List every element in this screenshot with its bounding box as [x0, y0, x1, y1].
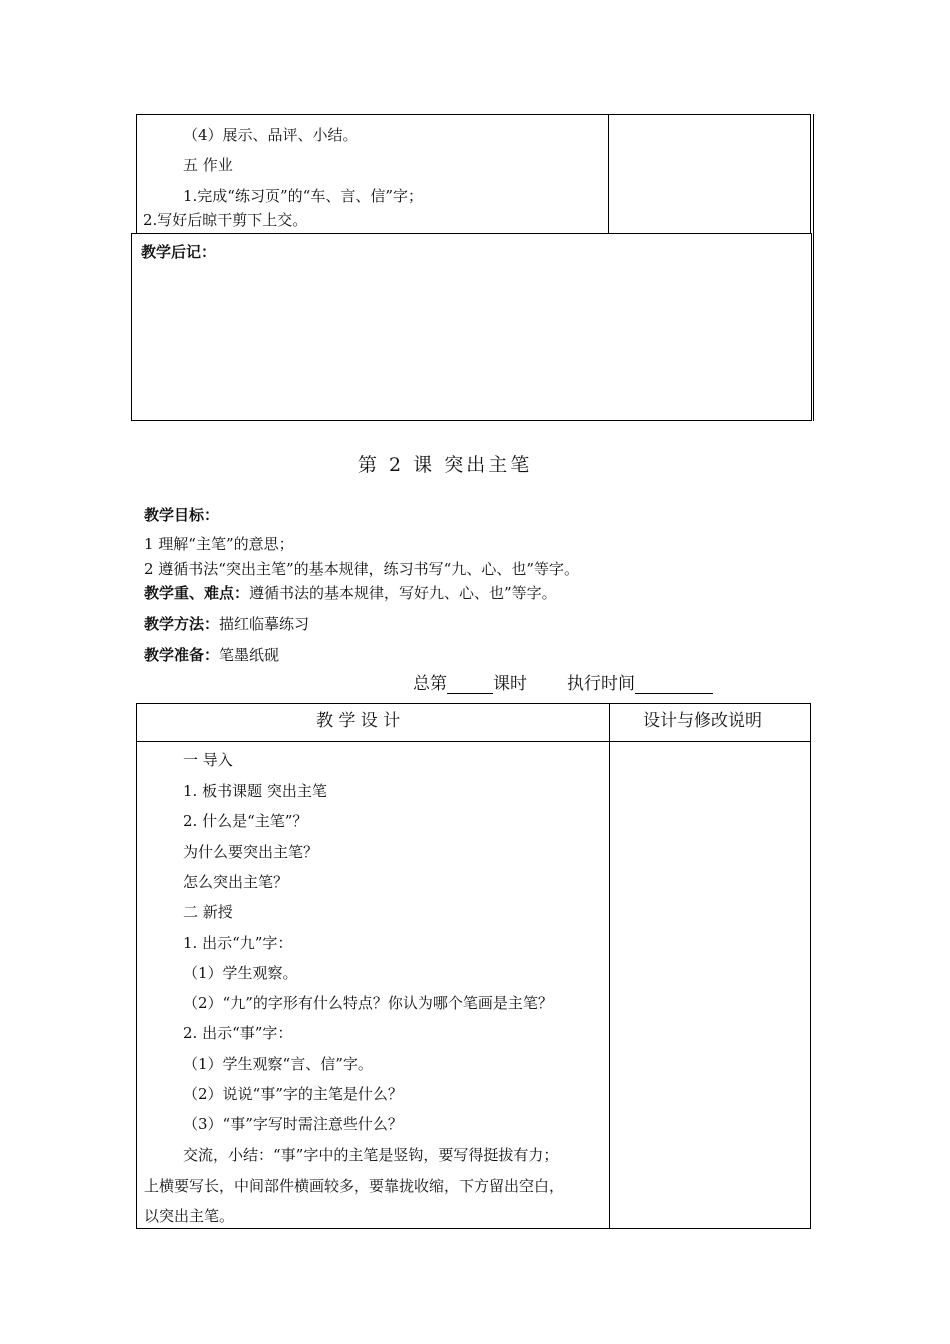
session-prefix: 总第	[413, 674, 447, 694]
design-line: 以突出主笔。	[144, 1207, 235, 1225]
design-table-header-line	[136, 741, 811, 742]
session-number-blank[interactable]	[447, 675, 493, 694]
objectives-label: 教学目标：	[144, 506, 220, 524]
method-label: 教学方法：	[144, 615, 220, 633]
design-line: （3）“事”字写时需注意些什么？	[183, 1115, 403, 1133]
key-points-label: 教学重、难点：	[144, 584, 250, 602]
design-line: （2）“九”的字形有什么特点？你认为哪个笔画是主笔？	[183, 994, 553, 1012]
continuation-table-divider	[608, 114, 609, 234]
design-line: 2. 什么是“主笔”？	[183, 812, 308, 830]
design-line: 1. 出示“九”字：	[183, 934, 293, 952]
table-right-double-line	[813, 114, 814, 421]
objective-2: 2 遵循书法“突出主笔”的基本规律，练习书写“九、心、也”等字。	[144, 560, 579, 578]
design-table-divider	[609, 703, 610, 1229]
design-line: （1）学生观察。	[183, 964, 298, 982]
design-line: 怎么突出主笔？	[183, 873, 289, 891]
session-unit: 课时	[493, 674, 527, 694]
prep-row	[144, 645, 279, 665]
key-points-row	[144, 583, 557, 603]
homework-item-2: 2.写好后晾干剪下上交。	[143, 211, 308, 229]
key-points-text: 遵循书法的基本规律，写好九、心、也”等字。	[249, 584, 557, 602]
method-text: 描红临摹练习	[219, 615, 310, 633]
design-line: （2）说说“事”字的主笔是什么？	[183, 1085, 403, 1103]
method-row	[144, 614, 309, 634]
homework-item-1: 1.完成“练习页”的“车、言、信”字；	[183, 187, 423, 205]
session-row	[413, 674, 713, 694]
step-4-line: （4）展示、品评、小结。	[183, 126, 358, 144]
design-line: 二 新授	[183, 903, 233, 921]
design-line: 一 导入	[183, 751, 233, 769]
exec-time-label: 执行时间	[567, 674, 635, 694]
prep-label: 教学准备：	[144, 646, 220, 664]
design-line: 交流，小结：“事”字中的主笔是竖钩，要写得挺拔有力；	[183, 1146, 559, 1164]
exec-time-blank[interactable]	[635, 675, 713, 694]
design-line: 上横要写长，中间部件横画较多，要靠拢收缩，下方留出空白，	[144, 1177, 565, 1195]
design-line: 1. 板书课题 突出主笔	[183, 782, 327, 800]
prep-text: 笔墨纸砚	[219, 646, 280, 664]
objective-1: 1 理解“主笔”的意思；	[144, 535, 294, 553]
homework-heading: 五 作业	[183, 156, 233, 174]
afterword-box	[131, 233, 812, 421]
design-line: （1）学生观察“言、信”字。	[183, 1055, 373, 1073]
col-header-design: 教 学 设 计	[316, 711, 401, 731]
afterword-label: 教学后记：	[141, 243, 217, 261]
col-header-notes: 设计与修改说明	[643, 711, 762, 731]
lesson-title: 第 2 课 突出主笔	[358, 454, 533, 476]
design-line: 2. 出示“事”字：	[183, 1024, 293, 1042]
design-line: 为什么要突出主笔？	[183, 843, 319, 861]
